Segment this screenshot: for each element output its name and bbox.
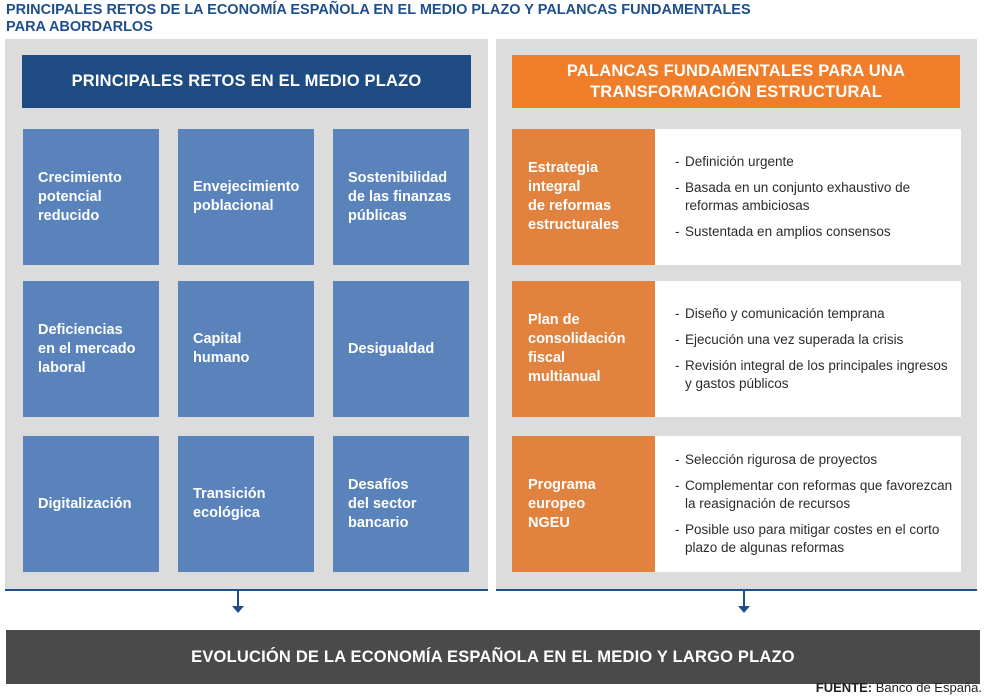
challenge-line: Capital [193, 331, 242, 347]
lever-label-line: de reformas [528, 198, 612, 214]
bullet-dash: - [675, 522, 680, 537]
right-connector-rule [496, 589, 977, 591]
bullet-text: Complementar con reformas que favorezcan la reasignación de recursos [685, 478, 953, 511]
challenge-line: ecológica [193, 505, 260, 521]
lever-details [655, 281, 961, 417]
bullet-text: Definición urgente [685, 154, 794, 169]
levers-header [512, 55, 960, 108]
challenge-line: Sostenibilidad [348, 169, 448, 186]
left-arrow-down-icon [232, 606, 244, 613]
lever-label-line: Programa [528, 476, 596, 493]
bullet-dash: - [675, 332, 680, 347]
lever-label-line: consolidación [528, 331, 626, 347]
lever-label-line: europeo [528, 495, 586, 512]
lever-details [655, 436, 961, 572]
lever-bullet [675, 477, 953, 513]
source-text: Banco de España. [875, 680, 982, 695]
lever-bullet [675, 305, 953, 323]
challenge-tile [333, 129, 469, 265]
source-note [816, 680, 982, 695]
bullet-dash: - [675, 154, 680, 169]
lever-label-line: integral [528, 179, 581, 195]
bullet-dash: - [675, 306, 680, 321]
lever-label [512, 281, 655, 417]
lever-label-line: NGEU [528, 514, 570, 531]
challenge-line: reducido [38, 207, 100, 224]
left-arrow-stem [237, 591, 239, 607]
lever-details [655, 129, 961, 265]
figure-title-line2: PARA ABORDARLOS [6, 19, 153, 35]
lever-label-line: multianual [528, 369, 601, 385]
bullet-text: Selección rigurosa de proyectos [685, 452, 878, 467]
lever-bullet [675, 521, 953, 557]
right-arrow-down-icon [738, 606, 750, 613]
bullet-text: Basada en un conjunto exhaustivo de reformas ambiciosas [685, 180, 911, 213]
challenge-line: públicas [348, 207, 407, 224]
left-connector-rule [5, 589, 488, 591]
challenge-line: humano [193, 350, 250, 366]
outcome-bar [6, 630, 980, 684]
challenge-line: bancario [348, 514, 409, 531]
challenge-line: Transición [193, 486, 266, 502]
challenge-line: laboral [38, 359, 86, 376]
bullet-dash: - [675, 478, 680, 493]
bullet-dash: - [675, 452, 680, 467]
lever-bullet [675, 179, 953, 215]
challenge-tile [23, 129, 159, 265]
challenge-tile [333, 436, 469, 572]
challenge-tile [23, 281, 159, 417]
levers-header-line2: TRANSFORMACIÓN ESTRUCTURAL [589, 82, 883, 101]
challenge-line: Desafíos [348, 476, 409, 493]
challenge-line: Deficiencias [38, 321, 123, 338]
lever-bullet [675, 357, 953, 393]
challenge-line: potencial [38, 188, 102, 205]
bullet-dash: - [675, 180, 680, 195]
lever-bullet [675, 331, 953, 349]
lever-row [512, 281, 961, 417]
challenge-tile [333, 281, 469, 417]
bullet-text: Ejecución una vez superada la crisis [685, 332, 904, 347]
challenge-line: en el mercado [38, 340, 136, 357]
challenge-line: Digitalización [38, 495, 132, 512]
bullet-dash: - [675, 358, 680, 373]
challenge-line: poblacional [193, 198, 274, 214]
challenge-line: de las finanzas [348, 188, 452, 205]
lever-bullet [675, 451, 953, 469]
challenges-header [22, 55, 471, 108]
lever-label-line: Estrategia [528, 160, 599, 176]
challenge-line: Desigualdad [348, 340, 435, 357]
lever-row [512, 436, 961, 572]
lever-label-line: fiscal [528, 350, 566, 366]
challenges-header-text: PRINCIPALES RETOS EN EL MEDIO PLAZO [71, 72, 422, 90]
challenge-tile [178, 436, 314, 572]
lever-label-line: Plan de [528, 312, 580, 328]
source-label: FUENTE: [815, 680, 873, 695]
right-arrow-stem [743, 591, 745, 607]
outcome-bar-text: EVOLUCIÓN DE LA ECONOMÍA ESPAÑOLA EN EL MEDIO Y LARGO PLAZO [191, 647, 795, 666]
lever-bullet [675, 223, 953, 241]
figure-title-line1: PRINCIPALES RETOS DE LA ECONOMÍA ESPAÑOLA EN EL MEDIO PLAZO Y PALANCAS FUNDAMENTALES [6, 2, 751, 18]
challenge-tile [23, 436, 159, 572]
figure-title [6, 2, 906, 36]
bullet-text: Sustentada en amplios consensos [685, 224, 891, 239]
lever-label [512, 129, 655, 265]
challenge-line: Crecimiento [38, 169, 122, 186]
lever-label-line: estructurales [528, 217, 620, 233]
bullet-text: Posible uso para mitigar costes en el corto plazo de algunas reformas [685, 522, 940, 555]
bullet-text: Diseño y comunicación temprana [685, 306, 885, 321]
challenge-tile [178, 129, 314, 265]
lever-label [512, 436, 655, 572]
challenge-tile [178, 281, 314, 417]
bullet-text: Revisión integral de los principales ingresos y gastos públicos [685, 358, 948, 391]
lever-bullet [675, 153, 953, 171]
levers-header-line1: PALANCAS FUNDAMENTALES PARA UNA [566, 61, 906, 80]
bullet-dash: - [675, 224, 680, 239]
challenge-line: Envejecimiento [193, 179, 300, 195]
lever-row [512, 129, 961, 265]
challenge-line: del sector [348, 495, 417, 512]
